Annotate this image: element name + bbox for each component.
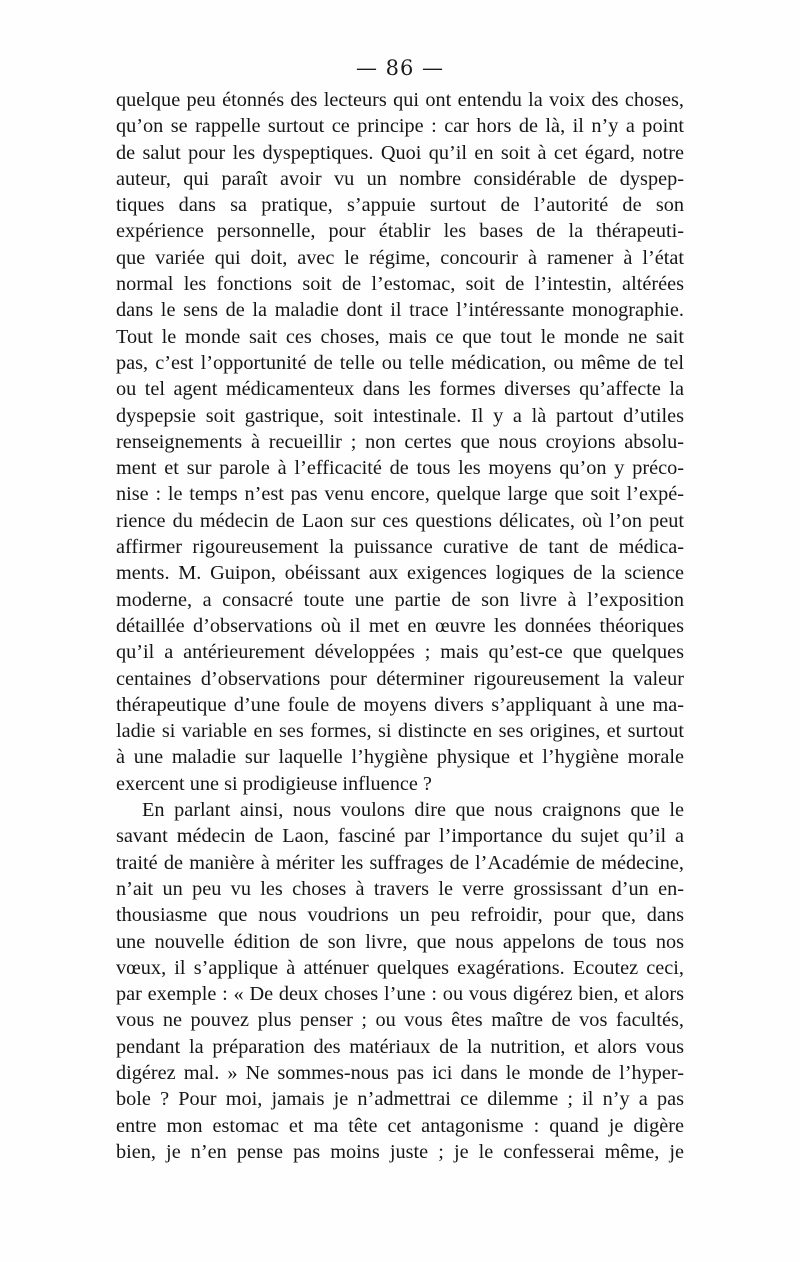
- text-line: thérapeutique d’une foule de moyens divers s’appliquant à une ma-: [116, 693, 684, 716]
- text-line: affirmer rigoureusement la puissance curative de tant de médica-: [116, 536, 684, 559]
- text-line: vous ne pouvez plus penser ; ou vous êtes maître de vos facultés,: [116, 1009, 684, 1032]
- text-line: pas, c’est l’opportunité de telle ou telle médication, ou même de tel: [116, 351, 684, 374]
- text-line: auteur, qui paraît avoir vu un nombre considérable de dyspep-: [116, 167, 684, 190]
- text-line: traité de manière à mériter les suffrages de l’Académie de médecine,: [116, 851, 684, 874]
- text-line: une nouvelle édition de son livre, que nous appelons de tous nos: [116, 930, 684, 953]
- text-line: dans le sens de la maladie dont il trace l’intéressante monographie.: [116, 299, 684, 322]
- text-line: thousiasme que nous voudrions un peu refroidir, pour que, dans: [116, 904, 684, 927]
- text-line: centaines d’observations pour déterminer rigoureusement la valeur: [116, 667, 684, 690]
- text-line: ments. M. Guipon, obéissant aux exigences logiques de la science: [116, 562, 684, 585]
- text-line: nise : le temps n’est pas venu encore, quelque large que soit l’expé-: [116, 483, 684, 506]
- text-line: dyspepsie soit gastrique, soit intestinale. Il y a là partout d’utiles: [116, 404, 684, 427]
- text-line: par exemple : « De deux choses l’une : ou vous digérez bien, et alors: [116, 983, 684, 1006]
- text-line: normal les fonctions soit de l’estomac, soit de l’intestin, altérées: [116, 273, 684, 296]
- text-line: savant médecin de Laon, fasciné par l’importance du sujet qu’il a: [116, 825, 684, 848]
- text-line: qu’on se rappelle surtout ce principe : car hors de là, il n’y a point: [116, 115, 684, 138]
- paragraph-start-line: En parlant ainsi, nous voulons dire que nous craignons que le: [142, 799, 684, 822]
- text-line: quelque peu étonnés des lecteurs qui ont entendu la voix des choses,: [116, 89, 684, 111]
- body-text: [116, 87, 684, 1165]
- text-line: vœux, il s’applique à atténuer quelques exagérations. Ecoutez ceci,: [116, 956, 684, 979]
- text-line: ladie si variable en ses formes, si distincte en ses origines, et surtout: [116, 720, 684, 743]
- text-line: tiques dans sa pratique, s’appuie surtout de l’autorité de son: [116, 194, 684, 217]
- text-line: Tout le monde sait ces choses, mais ce que tout le monde ne sait: [116, 325, 684, 348]
- text-line: bien, je n’en pense pas moins juste ; je le confesserai même, je: [116, 1140, 684, 1163]
- text-line: digérez mal. » Ne sommes-nous pas ici dans le monde de l’hyper-: [116, 1061, 684, 1084]
- text-line: rience du médecin de Laon sur ces questions délicates, où l’on peut: [116, 509, 684, 532]
- text-line: qu’il a antérieurement développées ; mais qu’est-ce que quelques: [116, 641, 684, 664]
- text-line: ment et sur parole à l’efficacité de tous les moyens qu’on y préco-: [116, 457, 684, 480]
- text-line: à une maladie sur laquelle l’hygiène physique et l’hygiène morale: [116, 746, 684, 769]
- page-number: — 86 —: [355, 56, 445, 80]
- text-line: entre mon estomac et ma tête cet antagonisme : quand je digère: [116, 1114, 684, 1137]
- text-line: bole ? Pour moi, jamais je n’admettrai ce dilemme ; il n’y a pas: [116, 1088, 684, 1111]
- text-line: moderne, a consacré toute une partie de son livre à l’exposition: [116, 588, 684, 611]
- text-line: ou tel agent médicamenteux dans les formes diverses qu’affecte la: [116, 378, 684, 401]
- text-line: n’ait un peu vu les choses à travers le verre grossissant d’un en-: [116, 877, 684, 900]
- text-line: que variée qui doit, avec le régime, concourir à ramener à l’état: [116, 246, 684, 269]
- text-line: pendant la préparation des matériaux de la nutrition, et alors vous: [116, 1035, 684, 1058]
- text-line: de salut pour les dyspeptiques. Quoi qu’il en soit à cet égard, notre: [116, 141, 684, 164]
- text-line: expérience personnelle, pour établir les bases de la thérapeuti-: [116, 220, 684, 243]
- text-line: renseignements à recueillir ; non certes que nous croyions absolu-: [116, 430, 684, 453]
- text-line: détaillée d’observations où il met en œuvre les données théoriques: [116, 614, 684, 637]
- paragraph-end-line: exercent une si prodigieuse influence ?: [116, 772, 432, 795]
